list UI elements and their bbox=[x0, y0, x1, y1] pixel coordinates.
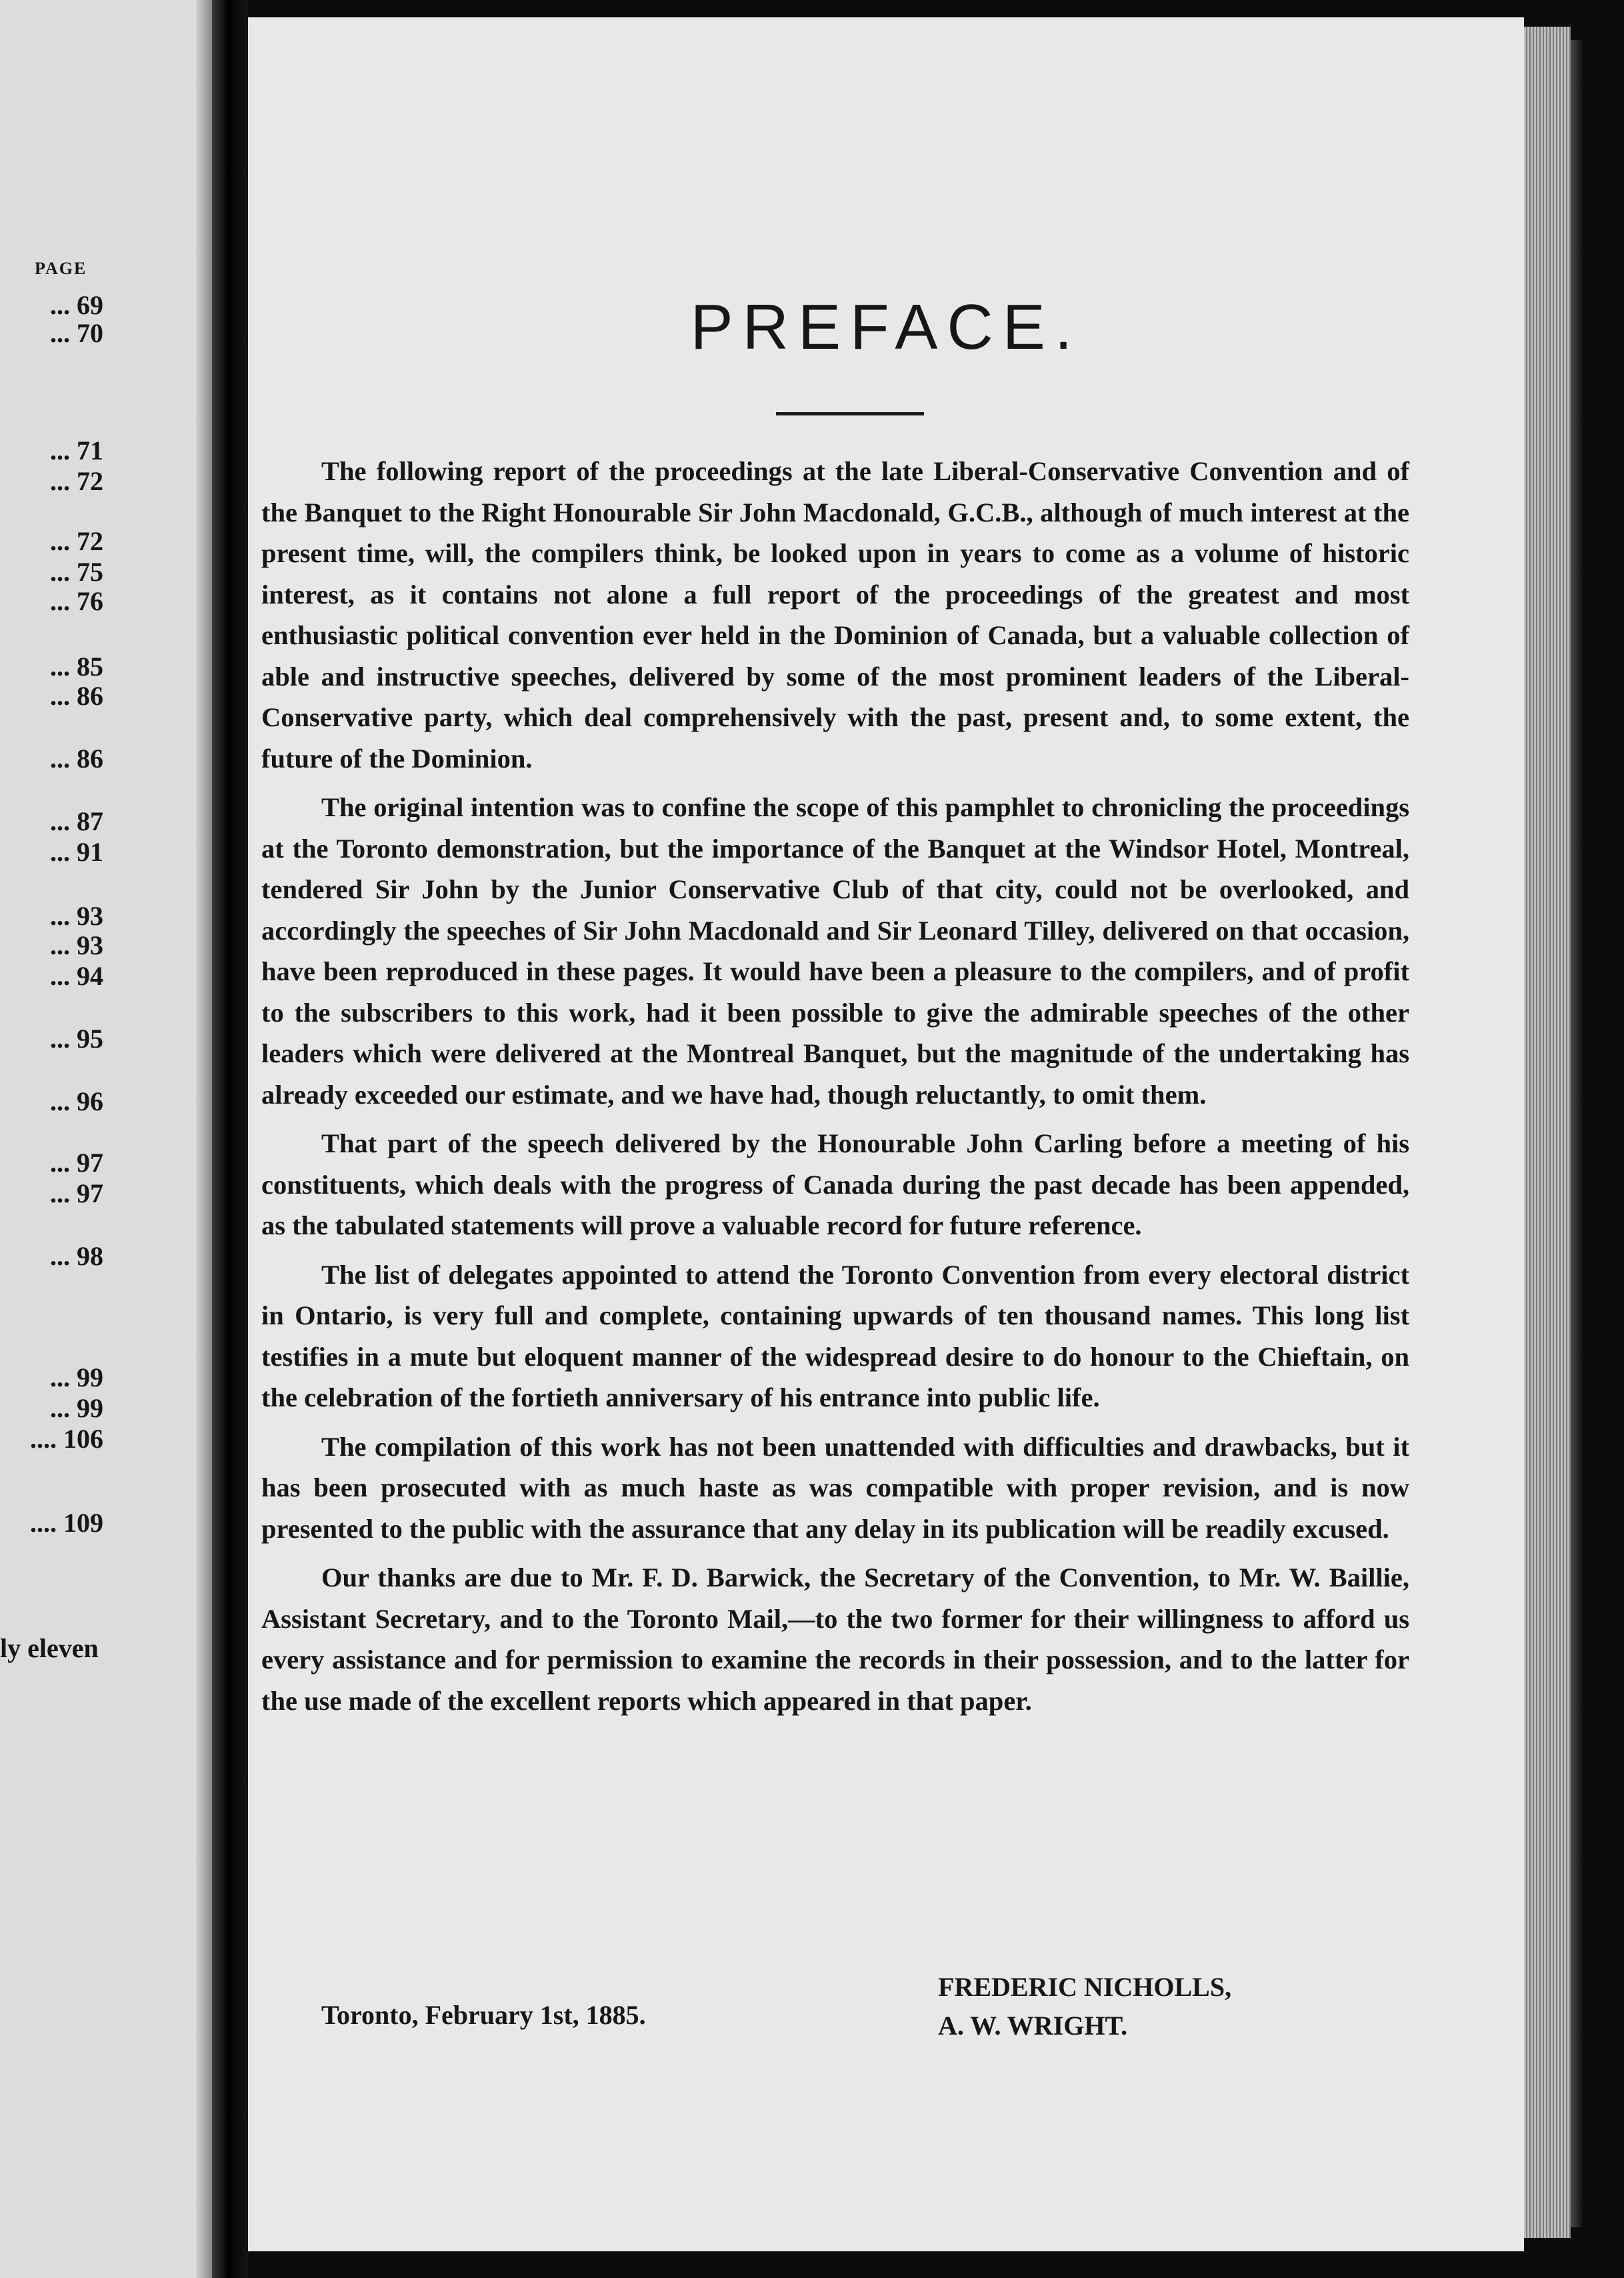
signatory: FREDERIC NICHOLLS, bbox=[938, 1972, 1232, 2002]
toc-row: ... 86 bbox=[50, 681, 103, 711]
toc-row: ... 85 bbox=[50, 652, 103, 682]
toc-row: ... 91 bbox=[50, 837, 103, 867]
toc-row: ... 87 bbox=[50, 806, 103, 836]
paragraph: The compilation of this work has not been unattended with difficulties and drawbacks, but it has been prosecuted with as much haste as was compatible with proper revision, and is now presented to the public with the assurance that any delay in its publication will be readily excused. bbox=[261, 1431, 1409, 1544]
toc-row: ... 69 bbox=[50, 290, 103, 320]
toc-row: ... 70 bbox=[50, 318, 103, 348]
paragraph: Our thanks are due to Mr. F. D. Barwick, the Secretary of the Convention, to Mr. W. Baillie, Assistant Secretary, and to the Toronto Mail,—to the two former for their willingness to afford us every assistance and for permission to examine the records in their possession, and to the latter for the use made of the excellent reports which appeared in that paper. bbox=[261, 1562, 1409, 1716]
paragraph: The original intention was to confine the scope of this pamphlet to chronicling the proceedings at the Toronto demonstration, but the importance of the Banquet at the Windsor Hotel, Montreal, tendered Sir John by the Junior Conservative Club of that city, could not be overlooked, and accordingly the speeches of Sir John Macdonald and Sir Leonard Tilley, delivered on that occasion, have been reproduced in these pages. It would have been a pleasure to the compilers, and of profit to the subscribers to this work, had it been possible to give the admirable speeches of the other leaders which were delivered at the Montreal Banquet, but the magnitude of the undertaking has already exceeded our estimate, and we have had, though reluctantly, to omit them. bbox=[261, 792, 1409, 1110]
signatory: A. W. WRIGHT. bbox=[938, 2011, 1128, 2041]
toc-row: ... 98 bbox=[50, 1241, 103, 1271]
toc-row: ... 93 bbox=[50, 930, 103, 960]
toc-row: ... 97 bbox=[50, 1148, 103, 1178]
page-stack-edges bbox=[1524, 27, 1571, 2238]
paragraph: The following report of the proceedings at the late Liberal-Conservative Convention and of the Banquet to the Right Honourable Sir John Macdonald, G.C.B., although of much interest at the present time, will, the compilers think, be looked upon in years to come as a volume of historic interest, as it contains not alone a full report of the proceedings of the greatest and most enthusiastic political convention ever held in the Dominion of Canada, but a valuable collection of able and instructive speeches, delivered by some of the most prominent leaders of the Liberal-Conservative party, which deal comprehensively with the past, present and, to some extent, the future of the Dominion. bbox=[261, 456, 1409, 774]
page-title: PREFACE. bbox=[690, 291, 1082, 363]
page-stack-shadow bbox=[1571, 40, 1583, 2227]
previous-page-strip bbox=[0, 0, 212, 2278]
toc-row: ... 99 bbox=[50, 1362, 103, 1392]
toc-row: ... 93 bbox=[50, 901, 103, 931]
toc-row: ... 71 bbox=[50, 435, 103, 465]
toc-row: .... 106 bbox=[30, 1424, 103, 1454]
paragraph: That part of the speech delivered by the Honourable John Carling before a meeting of his constituents, which deals with the progress of Canada during the past decade has been appended, as the tabulated statements will prove a valuable record for future reference. bbox=[261, 1128, 1409, 1240]
toc-row: ... 97 bbox=[50, 1178, 103, 1208]
toc-row: ... 86 bbox=[50, 744, 103, 774]
toc-row: ... 94 bbox=[50, 961, 103, 991]
preface-page bbox=[248, 17, 1524, 2251]
paragraph: The list of delegates appointed to attend the Toronto Convention from every electoral district in Ontario, is very full and complete, containing upwards of ten thousand names. This long list testifies in a mute but eloquent manner of the widespread desire to do honour to the Chieftain, on the celebration of the fortieth anniversary of his entrance into public life. bbox=[261, 1259, 1409, 1412]
toc-row: ... 96 bbox=[50, 1086, 103, 1116]
toc-row: ... 72 bbox=[50, 466, 103, 496]
toc-row: .... 109 bbox=[30, 1508, 103, 1538]
toc-row: ... 72 bbox=[50, 526, 103, 556]
toc-row: ... 76 bbox=[50, 586, 103, 616]
toc-row: ... 95 bbox=[50, 1024, 103, 1054]
toc-tail-text: ly eleven bbox=[0, 1633, 99, 1663]
preface-body bbox=[261, 451, 1409, 1729]
signatories bbox=[938, 1968, 1231, 2045]
toc-row: ... 99 bbox=[50, 1393, 103, 1423]
place-and-date: Toronto, February 1st, 1885. bbox=[321, 2000, 646, 2030]
title-rule bbox=[776, 412, 924, 415]
toc-row: ... 75 bbox=[50, 557, 103, 587]
book-spine bbox=[212, 0, 248, 2278]
toc-page-header: PAGE bbox=[35, 259, 87, 278]
page-gutter-shadow bbox=[196, 0, 212, 2278]
